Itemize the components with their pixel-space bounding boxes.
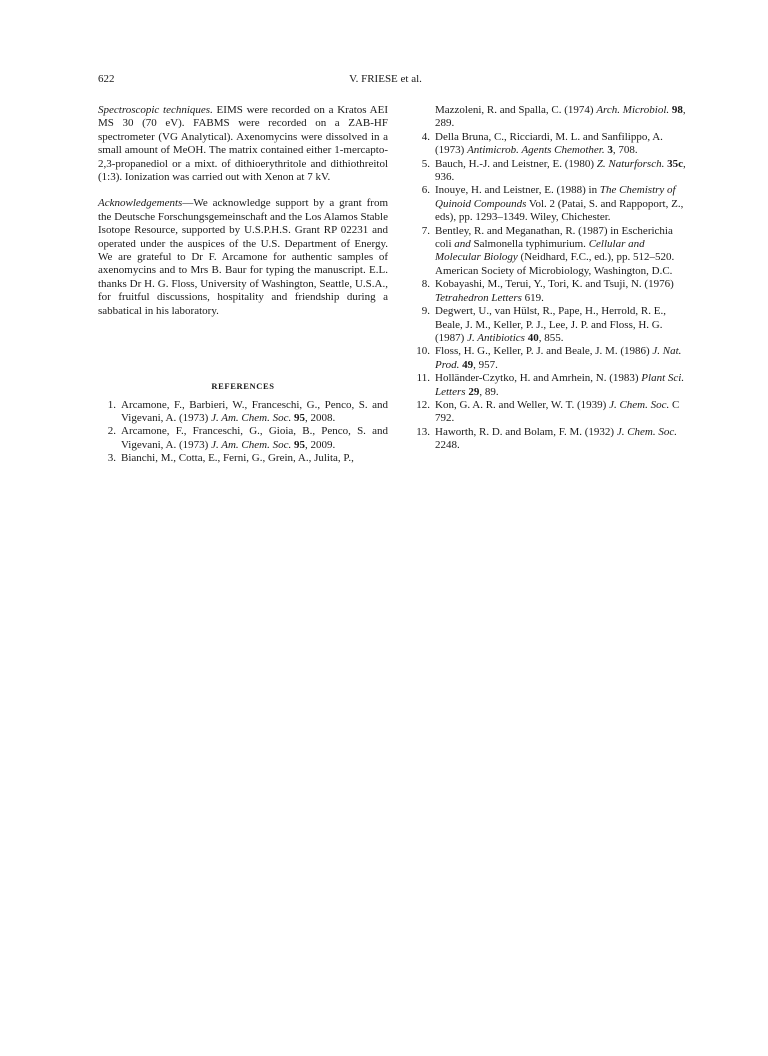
reference-list-right [412,104,688,453]
reference-text: Kobayashi, M., Terui, Y., Tori, K. and Tsuji, N. (1976) Tetrahedron Letters 619. [435,278,674,304]
reference-text: Arcamone, F., Franceschi, G., Gioia, B., Penco, S. and Vigevani, A. (1973) J. Am. Chem. Soc. 95, 2009. [121,425,388,451]
reference-item [412,399,688,426]
reference-text: Della Bruna, C., Ricciardi, M. L. and Sanfilippo, A. (1973) Antimicrob. Agents Chemother. 3, 708. [435,130,663,157]
reference-text: Kon, G. A. R. and Weller, W. T. (1939) J. Chem. Soc. C 792. [435,398,680,425]
reference-number: 13. [416,425,430,438]
reference-number: 4. [421,130,430,143]
page-number: 622 [98,73,115,85]
reference-item [412,131,688,158]
reference-number: 7. [421,224,430,237]
reference-number: 2. [107,425,116,438]
reference-text: Haworth, R. D. and Bolam, F. M. (1932) J. Chem. Soc. 2248. [435,425,678,452]
spectroscopic-body: EIMS were recorded on a Kratos AEI MS 30 (70 eV). FABMS were recorded on a ZAB-HF spectrometer (VG Analytical). Axenomycins were dissolved in a small amount of MeOH. The matrix contained either 1-mercapto-2,3-propanediol or a mixt. of dithioerythritole and dithiothreitol (1:3). Ionization was carried out with Xenon at 7 kV. [98,104,388,184]
reference-item [412,225,688,279]
reference-number: 12. [416,398,430,411]
reference-text: Mazzoleni, R. and Spalla, C. (1974) Arch. Microbiol. 98, 289. [435,104,686,130]
reference-list-left [98,399,388,466]
spectroscopic-techniques-paragraph [98,104,388,184]
reference-number: 8. [421,278,430,291]
spectroscopic-heading: Spectroscopic techniques. [98,104,213,116]
reference-item [412,305,688,345]
reference-text: Arcamone, F., Barbieri, W., Franceschi, G., Penco, S. and Vigevani, A. (1973) J. Am. Chem. Soc. 95, 2008. [121,398,388,424]
reference-number: 1. [107,398,116,411]
reference-text: Degwert, U., van Hülst, R., Pape, H., Herrold, R. E., Beale, J. M., Keller, P. J., Lee, J. P. and Floss, H. G. (1987) J. Antibiotics 40, 855. [435,305,666,344]
reference-item [412,184,688,224]
reference-item [98,399,388,426]
reference-item [412,278,688,305]
reference-number: 11. [416,372,430,385]
reference-text: Inouye, H. and Leistner, E. (1988) in The Chemistry of Quinoid Compounds Vol. 2 (Patai, S. and Rappoport, Z., eds), pp. 1293–1349. Wiley, Chichester. [435,184,684,224]
left-column [98,104,388,466]
reference-number: 3. [107,452,116,465]
reference-item [98,452,388,465]
reference-item [412,426,688,453]
reference-text: Bauch, H.-J. and Leistner, E. (1980) Z. Naturforsch. 35c, 936. [435,157,686,184]
reference-item [412,158,688,185]
reference-item-continuation [412,104,688,131]
reference-item [412,345,688,372]
reference-number: 9. [421,305,430,318]
references-heading: REFERENCES [211,381,275,392]
reference-text: Bentley, R. and Meganathan, R. (1987) in Escherichia coli and Salmonella typhimurium. Cellular and Molecular Biology (Neidhard, F.C., ed.), pp. 512–520. American Society of Microbiology, Washington, D.C. [435,224,675,277]
acknowledgements-paragraph [98,197,388,318]
page-header [98,71,673,87]
running-head: V. FRIESE et al. [349,73,422,85]
acknowledgements-body: —We acknowledge support by a grant from the Deutsche Forschungsgemeinschaft and the Los Alamos Stable Isotope Resource, supported by U.S.P.H.S. Grant RP 02231 and operated under the auspices of the U.S. Department of Energy. We are grateful to Dr F. Arcamone for authentic samples of axenomycins and to Mrs B. Baur for typing the manuscript. E.L. thanks Dr H. G. Floss, University of Washington, Seattle, U.S.A., for fruitful discussions, hospitality and friendship during a sabbatical in his laboratory. [98,197,388,317]
reference-number: 10. [416,345,430,358]
reference-text: Holländer-Czytko, H. and Amrhein, N. (1983) Plant Sci. Letters 29, 89. [435,372,685,398]
reference-number: 5. [421,157,430,170]
reference-item [98,425,388,452]
reference-text: Floss, H. G., Keller, P. J. and Beale, J. M. (1986) J. Nat. Prod. 49, 957. [435,345,682,371]
acknowledgements-heading: Acknowledgements [98,197,183,210]
reference-text: Bianchi, M., Cotta, E., Ferni, G., Grein, A., Julita, P., [121,452,354,465]
reference-item [412,372,688,399]
reference-number: 6. [421,184,430,197]
right-column [412,104,688,453]
